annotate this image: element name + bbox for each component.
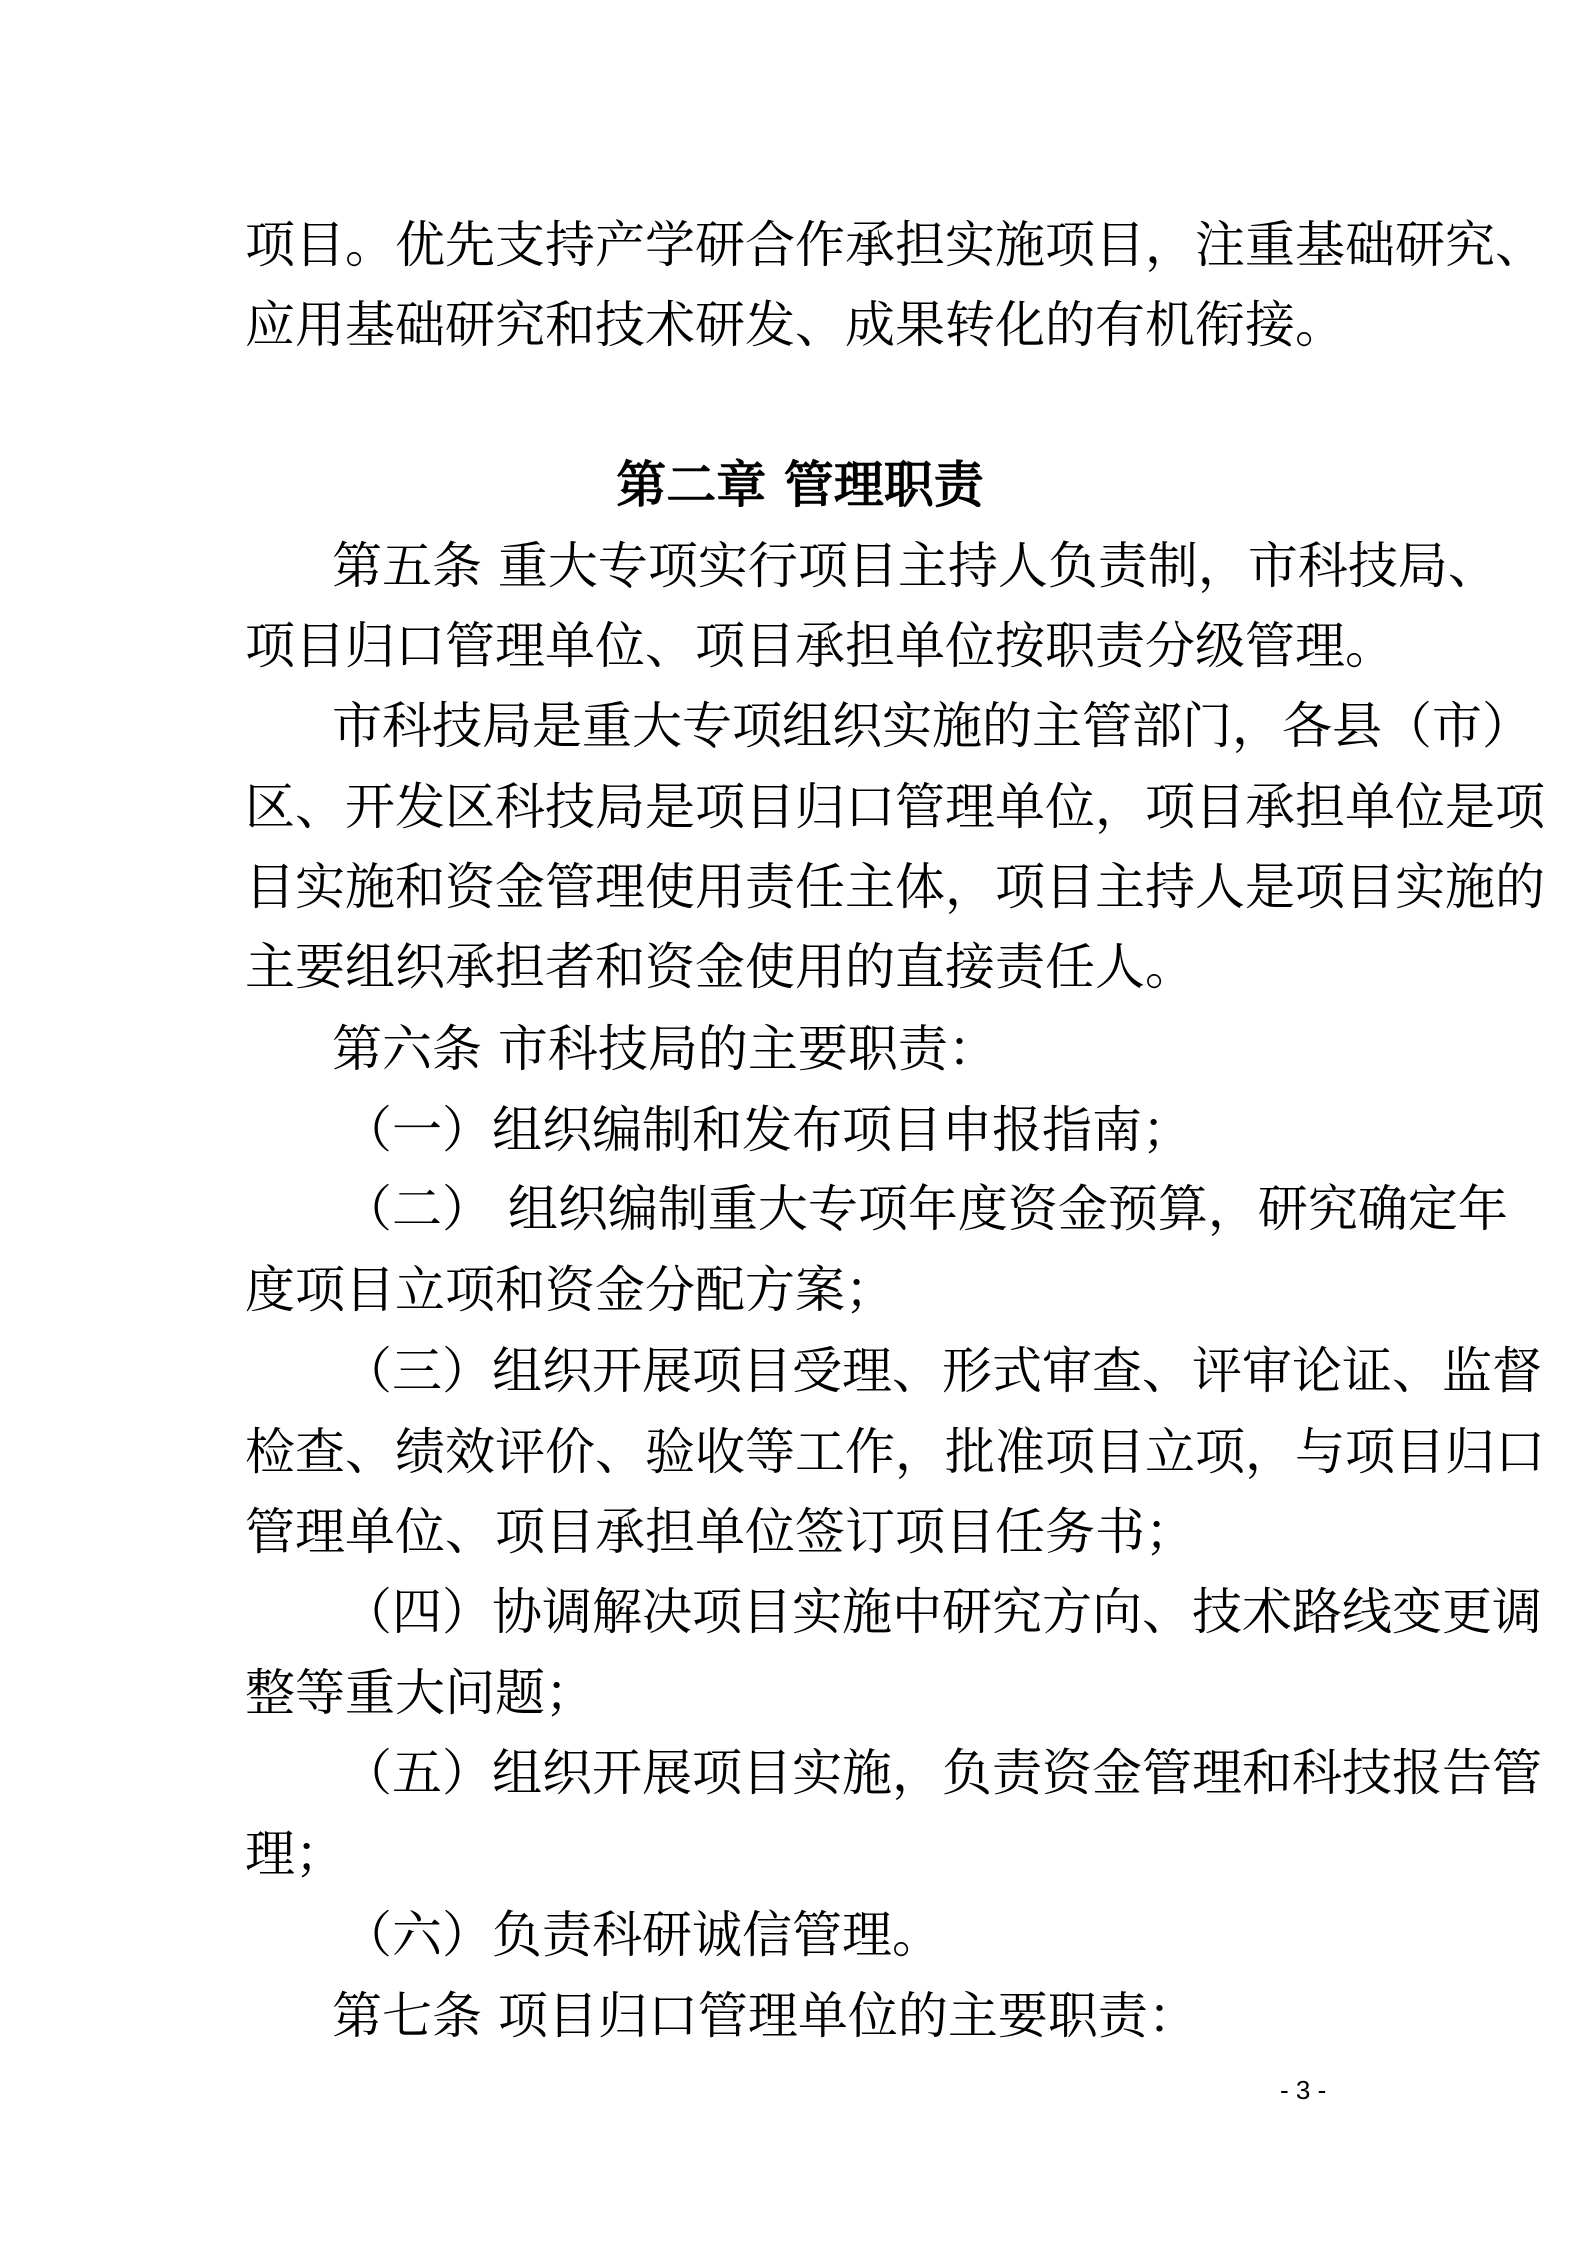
paragraph-line: 整等重大问题； xyxy=(245,1664,595,1722)
paragraph-line: 管理单位、项目承担单位签订项目任务书； xyxy=(245,1503,1195,1561)
list-item-4: （四）协调解决项目实施中研究方向、技术路线变更调 xyxy=(342,1583,1542,1641)
paragraph-line: 目实施和资金管理使用责任主体，项目主持人是项目实施的 xyxy=(245,858,1545,916)
list-item-5: （五）组织开展项目实施，负责资金管理和科技报告管 xyxy=(342,1744,1542,1802)
paragraph-line: 理； xyxy=(245,1825,345,1883)
paragraph-line: 应用基础研究和技术研发、成果转化的有机衔接。 xyxy=(245,296,1345,354)
article-6-line: 第六条 市科技局的主要职责： xyxy=(332,1020,998,1078)
paragraph-line: 度项目立项和资金分配方案； xyxy=(245,1261,895,1319)
paragraph-line: 项目归口管理单位、项目承担单位按职责分级管理。 xyxy=(245,617,1395,675)
article-5-line: 第五条 重大专项实行项目主持人负责制，市科技局、 xyxy=(332,537,1498,595)
paragraph-line: 检查、绩效评价、验收等工作，批准项目立项，与项目归口 xyxy=(245,1423,1545,1481)
list-item-2: （二） 组织编制重大专项年度资金预算，研究确定年 xyxy=(342,1180,1508,1238)
paragraph-line: 区、开发区科技局是项目归口管理单位，项目承担单位是项 xyxy=(245,778,1545,836)
paragraph-line: 主要组织承担者和资金使用的直接责任人。 xyxy=(245,938,1195,996)
list-item-1: （一）组织编制和发布项目申报指南； xyxy=(342,1101,1192,1159)
article-7-line: 第七条 项目归口管理单位的主要职责： xyxy=(332,1987,1198,2045)
list-item-6: （六）负责科研诚信管理。 xyxy=(342,1906,942,1964)
page-number: - 3 - xyxy=(1280,2075,1327,2105)
paragraph-line: 市科技局是重大专项组织实施的主管部门，各县（市） xyxy=(332,697,1532,755)
paragraph-line: 项目。优先支持产学研合作承担实施项目，注重基础研究、 xyxy=(245,216,1545,274)
chapter-heading: 第二章 管理职责 xyxy=(616,456,984,514)
list-item-3: （三）组织开展项目受理、形式审查、评审论证、监督 xyxy=(342,1342,1542,1400)
